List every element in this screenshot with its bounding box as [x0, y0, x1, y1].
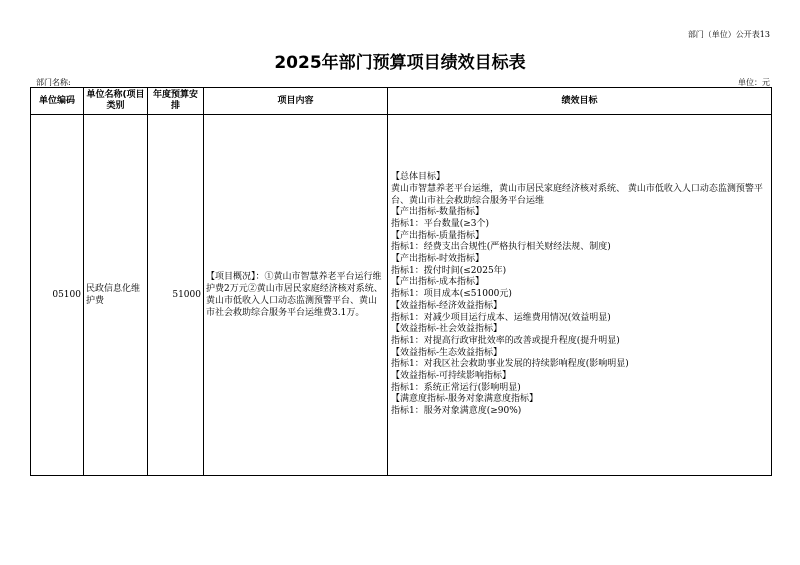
column-header-targets: 绩效目标: [388, 88, 772, 115]
target-line: 指标1：服务对象满意度(≥90%): [391, 406, 522, 417]
project-content-cell: 【项目概况】：①黄山市智慧养老平台运行维护费2万元②黄山市居民家庭经济核对系统、黄山市低收入人口动态监测预警平台、黄山市社会救助综合服务平台运维费3.1万。: [204, 115, 388, 476]
column-header-content: 项目内容: [204, 88, 388, 115]
target-line: 指标1：系统正常运行(影响明显): [391, 382, 521, 393]
target-line: 指标1：经费支出合规性(严格执行相关财经法规、制度): [391, 242, 611, 253]
table-header-row: [31, 88, 772, 115]
target-line: 【效益指标-经济效益指标】: [391, 300, 503, 311]
target-line: 【产出指标-质量指标】: [391, 230, 485, 241]
column-header-code: 单位编码: [31, 88, 84, 115]
target-line: 指标1：平台数量(≥3个): [391, 218, 490, 229]
target-line: 【总体目标】: [391, 172, 446, 183]
page-title: 2025年部门预算项目绩效目标表: [274, 53, 526, 73]
form-number: 部门（单位）公开表13: [687, 30, 770, 39]
target-line: 指标1：对提高行政审批效率的改善或提升程度(提升明显): [391, 335, 620, 346]
performance-targets-cell: [388, 115, 772, 476]
target-line: 【效益指标-生态效益指标】: [391, 347, 503, 358]
target-line: 指标1：拨付时间(≤2025年): [391, 265, 507, 276]
table-row: [31, 115, 772, 476]
unit-code-cell: 05100: [31, 115, 84, 476]
target-line: 【效益指标-社会效益指标】: [391, 324, 503, 335]
target-line: 【产出指标-时效指标】: [391, 254, 485, 265]
performance-table: [30, 87, 772, 476]
target-line: 【满意度指标-服务对象满意度指标】: [391, 394, 539, 405]
unit-name-cell: 民政信息化维护费: [84, 115, 148, 476]
target-line: 指标1：对我区社会救助事业发展的持续影响程度(影响明显): [391, 359, 629, 370]
column-header-name: 单位名称(项目类别: [84, 88, 148, 115]
unit-label: 单位：元: [738, 78, 770, 87]
target-line: 【效益指标-可持续影响指标】: [391, 371, 512, 382]
target-line: 【产出指标-成本指标】: [391, 277, 485, 288]
budget-amount-cell: 51000: [148, 115, 204, 476]
target-line: 【产出指标-数量指标】: [391, 207, 485, 218]
target-line: 黄山市智慧养老平台运维，黄山市居民家庭经济核对系统、 黄山市低收入人口动态监测预警平台、黄山市社会救助综合服务平台运维: [391, 183, 763, 206]
target-line: 指标1：对减少项目运行成本、运维费用情况(效益明显): [391, 312, 611, 323]
target-line: 指标1：项目成本(≤51000元): [391, 289, 512, 300]
column-header-budget: 年度预算安排: [148, 88, 204, 115]
department-label: 部门名称:: [36, 78, 71, 87]
